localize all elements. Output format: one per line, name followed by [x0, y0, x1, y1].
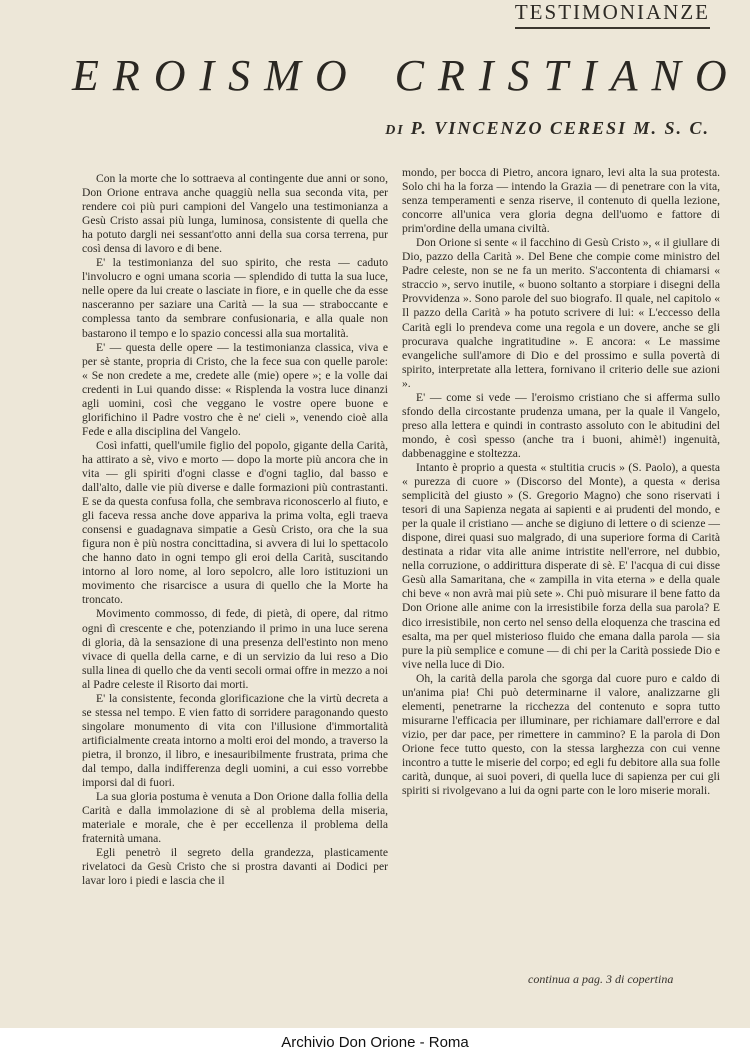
paragraph: mondo, per bocca di Pietro, ancora ignaro, levi alta la sua protesta. Solo chi ha la forza — intendo la Grazia — di penetrare con la vita, senza temperamenti e senza riserve, il contenuto di quella lezione, concorre all'unica vera gloria degna dell'uomo e fattore di prim'ordine della umana civiltà.: [402, 166, 720, 236]
left-column: [82, 172, 388, 888]
paragraph: E' — questa delle opere — la testimonianza classica, viva e per sè stante, propria di Cristo, che la fece sua con quelle parole: « Se non credete a me, credete alle (mie) opere »; e la volle dai credenti in Lui quando disse: « Risplenda la vostra luce dinanzi agli uomini, così che veggano le vostre opere buone e glorifichino il Padre vostro che è ne' cieli », venendo cioè alla Fede e alla disciplina del Vangelo.: [82, 340, 388, 438]
continuation-note: continua a pag. 3 di copertina: [528, 972, 674, 986]
section-label: TESTIMONIANZE: [515, 0, 710, 29]
paragraph: Movimento commosso, di fede, di pietà, di opere, dal ritmo ogni dì crescente e che, potenziando il primo in una luce serena di gloria, dà la sensazione di una presenza dell'estinto non meno vivace di quella della carne, e di un servizio da lui reso a Dio sulla linea di quello che da venti secoli ormai offre in mezzo a noi al Padre celeste il Risorto dai morti.: [82, 607, 388, 691]
paragraph: Con la morte che lo sottraeva al contingente due anni or sono, Don Orione entrava anche quaggiù nella sua seconda vita, per rendere coi più puri campioni del Vangelo una testimonianza a Gesù Cristo assai più lunga, luminosa, consistente di quella che ha potuto dargli nei sessant'otto anni della sua corsa terrena, pur così densa di lavoro e di bene.: [82, 172, 388, 256]
paragraph: E' la consistente, feconda glorificazione che la virtù decreta a se stessa nel tempo. E vien fatto di sorridere paragonando questo singolare monumento di vita con l'illusione d'immortalità artificialmente creata intorno a molti eroi del mondo, a traverso la pietra, il bronzo, il libro, e inesauribilmente frustrata, prima che dal tempo, dalla indifferenza degli uomini, a cui esso vorrebbe imporsi dal di fuori.: [82, 691, 388, 790]
paragraph: Oh, la carità della parola che sgorga dal cuore puro e caldo di un'anima pia! Chi può determinarne il valore, analizzarne gli elementi, penetrarne la ricchezza del contenuto e sopra tutto misurarne l'efficacia per illuminare, per richiamare dall'errore e dal vizio, per dar pace, per rimettere in cammino? E la parola di Don Orione fece tutto questo, con la stessa larghezza con cui venne incontro a tutte le miserie del corpo; ed egli fu debitore alla sua folle carità, dunque, ai suoi poveri, di quella luce di sapienza per cui gli spiriti si rivolgevano a lui da ogni parte con le loro miserie morali.: [402, 671, 720, 798]
title-word-1: EROISMO: [72, 51, 361, 100]
paragraph: Così infatti, quell'umile figlio del popolo, gigante della Carità, ha attirato a sè, vivo e morto — dopo la morte più ancora che in vita — gli spiriti d'ogni classe e d'ogni taglio, dal basso e dall'alto, dalle vie più diverse e dalle formazioni più contrastanti. E se da questa confusa folla, che sembrava riconoscerlo al fiuto, e gli faceva ressa anche dove appariva la prima volta, egli traeva consensi e guadagnava simpatie a Gesù Cristo, ora che la sua figura non è più nostra concittadina, si avvera di lui lo spettacolo che hanno dato in ogni tempo gli eroi della Carità, suscitando intorno al loro nome, al loro sepolcro, alle loro istituzioni un movimento che risarcisce a usura di quello che la Morte ha troncato.: [82, 438, 388, 607]
paragraph: E' la testimonianza del suo spirito, che resta — caduto l'involucro e ogni umana scoria — splendido di tutta la sua luce, nelle opere da lui create o lasciate in fiore, e in quelle che da esse nasceranno per saziare una Carità — la sua — straboccante e complessa tanto da sembrare confusionaria, e alla quale non bastarono il tempo e lo spazio concessi alla sua mortalità.: [82, 256, 388, 340]
paragraph: Intanto è proprio a questa « stultitia crucis » (S. Paolo), a questa « purezza di cuore » (Discorso del Monte), a questa « derisa semplicità del giusto » (S. Gregorio Magno) che sono riservati i tesori di una Sapienza negata ai sapienti e ai prudenti del mondo, e per la quale il cristiano — anche se digiuno di lettere o di scienze — dispone, direi quasi suo malgrado, di una superiore forma di Carità destinata a ridar vita alle anime intristite nell'errore, nel dubbio, nella corruzione, o addirittura disperate di sè. E' l'acqua di cui disse Gesù alla Samaritana, che « zampilla in vita eterna » e della quale chi beve « non avrà mai più sete ». Chi può misurare il bene fatto da Don Orione alle anime con la irresistibile forza della sua parola? E dico irresistibile, non certo nel senso della eloquenza che trascina ed esalta, ma per quel misterioso fluido che emana dalla parola — sia pure la più semplice e comune — di chi per la Carità possiede Dio e vive nella luce di Dio.: [402, 460, 720, 671]
paragraph: E' — come si vede — l'eroismo cristiano che si afferma sullo sfondo della circostante prudenza umana, per la quale il Vangelo, preso alla lettera e quindi in contrasto assoluto con le abitudini del mondo, è così spesso (anche tra i buoni, ahimè!) ingenuità, dabbenaggine e stoltezza.: [402, 390, 720, 460]
paragraph: Don Orione si sente « il facchino di Gesù Cristo », « il giullare di Dio, pazzo della Carità ». Del Bene che compie come ministro del Padre celeste, non se ne fa un merito. S'accontenta di chiamarsi « straccio », servo inutile, « buono soltanto a storpiare i disegni della Provvidenza ». Sono parole del suo biografo. Il quale, nel capitolo « Il pazzo della Carità » ha potuto scrivere di lui: « L'eccesso della Carità egli lo prendeva come una regola e un dovere, anche se gli procurava qualche ingratitudine ». E ancora: « Le massime evangeliche sull'amore di Dio e del prossimo e sulla povertà di spirito, interpretate alla lettera, fornivano il criterio delle sue azioni ».: [402, 236, 720, 390]
byline-prefix: DI: [385, 123, 405, 138]
paragraph: La sua gloria postuma è venuta a Don Orione dalla follia della Carità e dalla immolazione di sè al problema della miseria, materiale e morale, che è per eccellenza il problema della fraternità umana.: [82, 790, 388, 846]
right-column: [402, 166, 720, 798]
title-word-2: CRISTIANO: [394, 51, 741, 100]
byline-author: P. VINCENZO CERESI M. S. C.: [410, 118, 710, 138]
archive-watermark: Archivio Don Orione - Roma: [0, 1028, 750, 1060]
article-title: [72, 50, 741, 101]
byline: [385, 118, 710, 139]
paragraph: Egli penetrò il segreto della grandezza, plasticamente rivelatoci da Gesù Cristo che si prostra davanti ai Dodici per lavar loro i piedi e lascia che il: [82, 846, 388, 888]
